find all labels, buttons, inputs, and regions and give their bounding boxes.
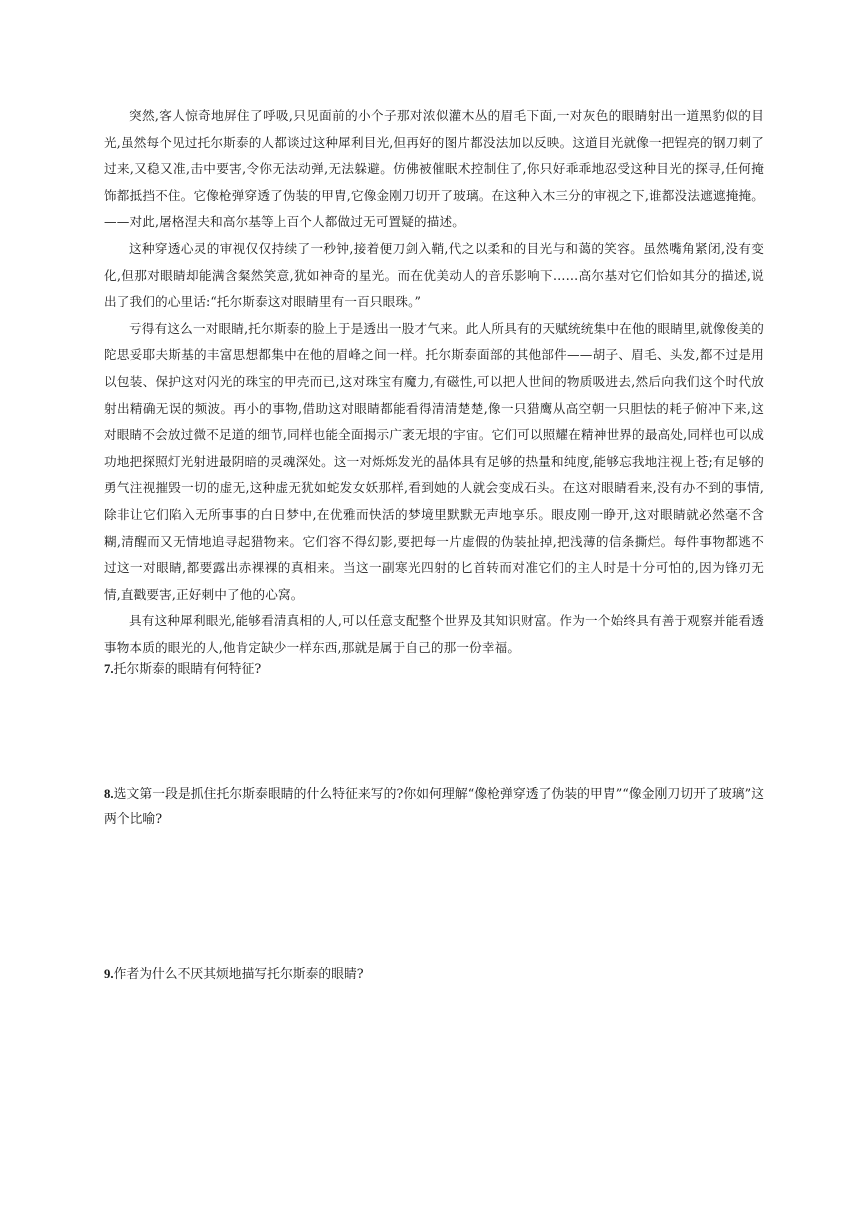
question-number: 8. (104, 787, 114, 801)
passage (104, 103, 764, 661)
question-text: 选文第一段是抓住托尔斯泰眼睛的什么特征来写的?你如何理解“像枪弹穿透了伪装的甲胄”“像金刚刀切开了玻璃”这两个比喻? (104, 787, 764, 827)
passage-paragraph-4: 具有这种犀利眼光,能够看清真相的人,可以任意支配整个世界及其知识财富。作为一个始终具有善于观察并能看透事物本质的眼光的人,他肯定缺少一样东西,那就是属于自己的那一份幸福。 (104, 613, 764, 655)
question-9 (104, 962, 764, 988)
question-number: 7. (104, 662, 114, 676)
question-8 (104, 782, 764, 832)
question-number: 9. (104, 967, 114, 981)
passage-paragraph-3: 亏得有这么一对眼睛,托尔斯泰的脸上于是透出一股才气来。此人所具有的天赋统统集中在他的眼睛里,就像俊美的陀思妥耶夫斯基的丰富思想都集中在他的眉峰之间一样。托尔斯泰面部的其他部件——胡子、眉毛、头发,都不过是用以包装、保护这对闪光的珠宝的甲壳而已,这对珠宝有魔力,有磁性,可以把人世间的物质吸进去,然后向我们这个时代放射出精确无误的频波。再小的事物,借助这对眼睛都能看得清清楚楚,像一只猎鹰从高空朝一只胆怯的耗子俯冲下来,这对眼睛不会放过微不足道的细节,同样也能全面揭示广袤无垠的宇宙。它们可以照耀在精神世界的最高处,同样也可以成功地把探照灯光射进最阴暗的灵魂深处。这一对烁烁发光的晶体具有足够的热量和纯度,能够忘我地注视上苍;有足够的勇气注视摧毁一切的虚无,这种虚无犹如蛇发女妖那样,看到她的人就会变成石头。在这对眼睛看来,没有办不到的事情,除非让它们陷入无所事事的白日梦中,在优雅而快活的梦境里默默无声地享乐。眼皮刚一睁开,这对眼睛就必然毫不含糊,清醒而又无情地追寻起猎物来。它们容不得幻影,要把每一片虚假的伪装扯掉,把浅薄的信条撕烂。每件事物都逃不过这一对眼睛,都要露出赤裸裸的真相来。当这一副寒光四射的匕首转而对准它们的主人时是十分可怕的,因为锋刃无情,直戳要害,正好刺中了他的心窝。 (104, 320, 764, 602)
question-7 (104, 657, 764, 683)
question-text: 作者为什么不厌其烦地描写托尔斯泰的眼睛? (113, 967, 364, 982)
passage-paragraph-2: 这种穿透心灵的审视仅仅持续了一秒钟,接着便刀剑入鞘,代之以柔和的目光与和蔼的笑容。虽然嘴角紧闭,没有变化,但那对眼睛却能满含粲然笑意,犹如神奇的星光。而在优美动人的音乐影响下……高尔基对它们恰如其分的描述,说出了我们的心里话:“托尔斯泰这对眼睛里有一百只眼珠。” (104, 240, 764, 310)
question-text: 托尔斯泰的眼睛有何特征? (113, 662, 262, 677)
passage-paragraph-1: 突然,客人惊奇地屏住了呼吸,只见面前的小个子那对浓似灌木丛的眉毛下面,一对灰色的眼睛射出一道黑豹似的目光,虽然每个见过托尔斯泰的人都谈过这种犀利目光,但再好的图片都没法加以反映。这道目光就像一把锃亮的钢刀刺了过来,又稳又准,击中要害,令你无法动弹,无法躲避。仿佛被催眠术控制住了,你只好乖乖地忍受这种目光的探寻,任何掩饰都抵挡不住。它像枪弹穿透了伪装的甲胄,它像金刚刀切开了玻璃。在这种入木三分的审视之下,谁都没法遮遮掩掩。——对此,屠格涅夫和高尔基等上百个人都做过无可置疑的描述。 (104, 108, 764, 230)
